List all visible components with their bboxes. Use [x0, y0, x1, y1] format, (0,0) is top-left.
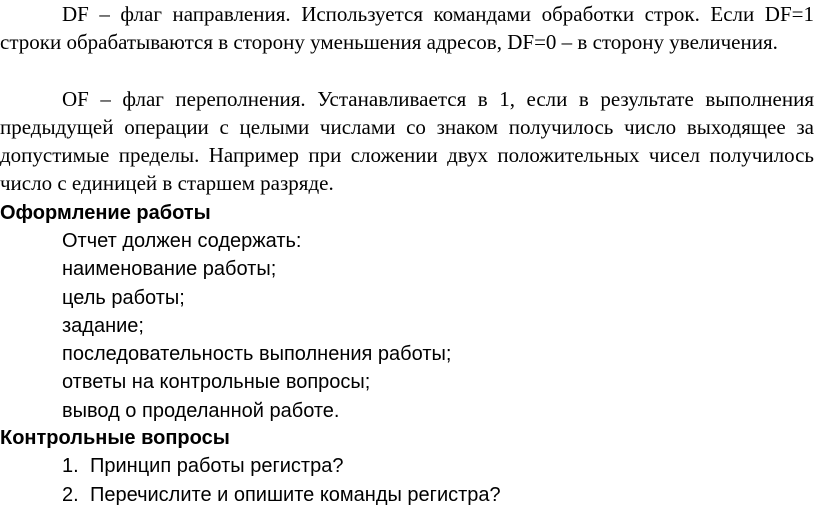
question-number: 1.: [62, 452, 90, 481]
control-questions-list: [62, 452, 501, 509]
list-item: цель работы;: [62, 284, 451, 312]
paragraph-df-flag: DF – флаг направления. Используется командами обработки строк. Если DF=1 строки обрабатываются в сторону уменьшения адресов, DF=0 – в сторону увеличения.: [0, 0, 814, 56]
question-number: 2.: [62, 481, 90, 509]
question-text: Принцип работы регистра?: [90, 452, 343, 481]
question-item: [62, 481, 501, 509]
paragraph-of-flag: OF – флаг переполнения. Устанавливается в 1, если в результате выполнения предыдущей операции с целыми числами со знаком получилось число выходящее за допустимые пределы. Например при сложении двух положительных чисел получилось число с единицей в старшем разряде.: [0, 85, 814, 197]
list-item: вывод о проделанной работе.: [62, 397, 451, 425]
list-item: последовательность выполнения работы;: [62, 340, 451, 368]
heading-control-questions: Контрольные вопросы: [0, 424, 230, 452]
list-item: наименование работы;: [62, 255, 451, 283]
list-item: задание;: [62, 312, 451, 340]
report-requirements-list: [62, 227, 451, 425]
list-item: ответы на контрольные вопросы;: [62, 368, 451, 396]
list-item: Отчет должен содержать:: [62, 227, 451, 255]
question-text: Перечислите и опишите команды регистра?: [90, 481, 501, 509]
question-item: [62, 452, 501, 481]
heading-report-format: Оформление работы: [0, 199, 211, 227]
